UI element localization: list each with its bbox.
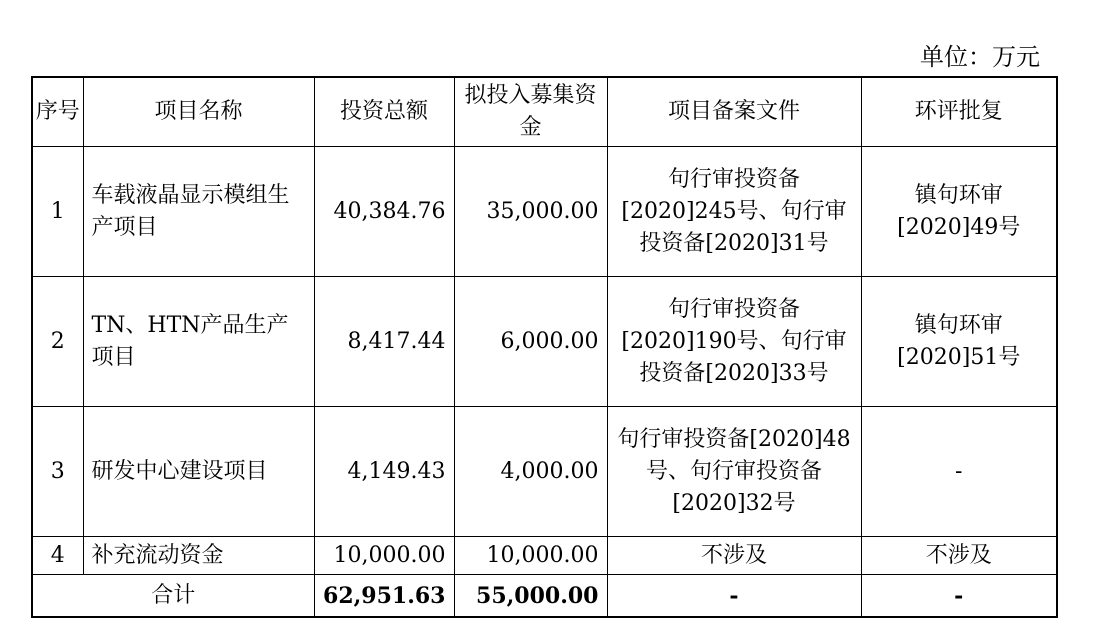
row-filing: 句行审投资备[2020]245号、句行审投资备[2020]31号: [607, 147, 861, 277]
header-total: 投资总额: [314, 77, 454, 147]
table-row: [32, 277, 1057, 407]
row-name: 研发中心建设项目: [83, 407, 314, 537]
row-seq: 4: [32, 537, 83, 575]
row-total: 8,417.44: [314, 277, 454, 407]
header-seq: 序号: [32, 77, 83, 147]
total-filing: -: [607, 575, 861, 618]
table-header-row: [32, 77, 1057, 147]
row-filing: 句行审投资备[2020]190号、句行审投资备[2020]33号: [607, 277, 861, 407]
row-raise: 35,000.00: [454, 147, 607, 277]
row-env: 镇句环审[2020]51号: [861, 277, 1057, 407]
table-row: [32, 537, 1057, 575]
row-seq: 1: [32, 147, 83, 277]
total-total: 62,951.63: [314, 575, 454, 618]
header-filing: 项目备案文件: [607, 77, 861, 147]
row-raise: 4,000.00: [454, 407, 607, 537]
header-raise: 拟投入募集资金: [454, 77, 607, 147]
row-total: 10,000.00: [314, 537, 454, 575]
row-seq: 2: [32, 277, 83, 407]
header-name: 项目名称: [83, 77, 314, 147]
investment-projects-table: [31, 76, 1058, 618]
row-total: 40,384.76: [314, 147, 454, 277]
total-env: -: [861, 575, 1057, 618]
header-env: 环评批复: [861, 77, 1057, 147]
row-env: 镇句环审[2020]49号: [861, 147, 1057, 277]
unit-label: 单位：万元: [920, 43, 1040, 71]
table-row: [32, 407, 1057, 537]
total-label: 合计: [32, 575, 314, 618]
row-name: 补充流动资金: [83, 537, 314, 575]
table-row: [32, 147, 1057, 277]
row-env: 不涉及: [861, 537, 1057, 575]
row-filing: 句行审投资备[2020]48号、句行审投资备[2020]32号: [607, 407, 861, 537]
row-raise: 6,000.00: [454, 277, 607, 407]
row-total: 4,149.43: [314, 407, 454, 537]
row-filing: 不涉及: [607, 537, 861, 575]
row-raise: 10,000.00: [454, 537, 607, 575]
row-name: 车载液晶显示模组生产项目: [83, 147, 314, 277]
total-raise: 55,000.00: [454, 575, 607, 618]
row-name: TN、HTN产品生产项目: [83, 277, 314, 407]
row-env: -: [861, 407, 1057, 537]
row-seq: 3: [32, 407, 83, 537]
total-row: [32, 575, 1057, 618]
